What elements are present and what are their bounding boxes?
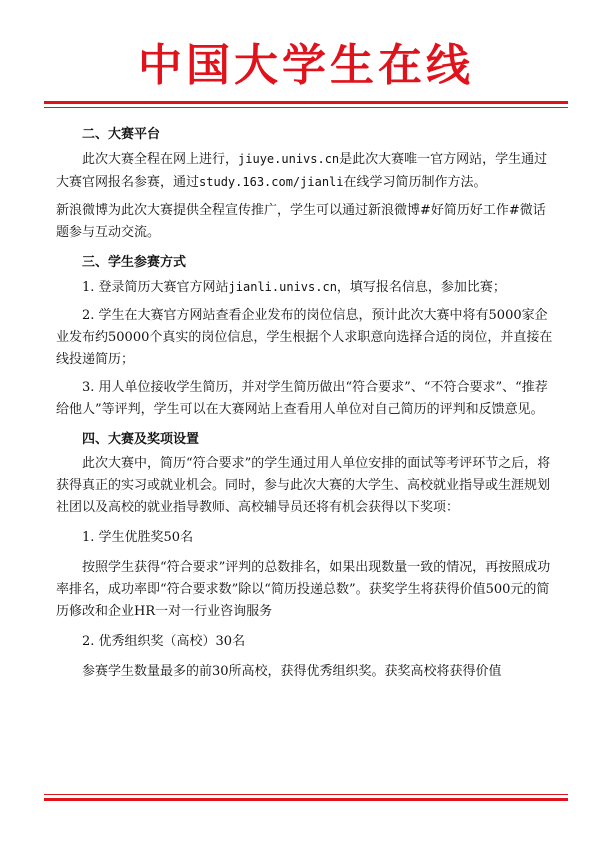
list-item-participation-2: 2. 学生在大赛官方网站查看企业发布的岗位信息，预计此次大赛中将有5000家企业发布约50000个真实的岗位信息，学生根据个人求职意向选择合适的岗位，并直接在线投递简历； (56, 308, 553, 367)
paragraph-platform-2: 新浪微博为此次大赛提供全程宣传推广，学生可以通过新浪微博#好简历好工作#微话题参与互动交流。 (56, 203, 546, 240)
paragraph-awards-intro: 此次大赛中，简历“符合要求”的学生通过用人单位安排的面试等考评环节之后，将获得真正的实习或就业机会。同时，参与此次大赛的大学生、高校就业指导或生涯规划社团以及高校的就业指导教师、高校辅导员还将有机会获得以下奖项： (56, 456, 551, 515)
list-item-participation-1: 1. 登录简历大赛官方网站jianli.univs.cn，填写报名信息，参加比赛； (82, 280, 506, 295)
award-heading-student: 1. 学生优胜奖50名 (82, 530, 194, 545)
link-study[interactable]: study.163.com/jianli (199, 175, 344, 189)
section-heading-participation: 三、学生参赛方式 (82, 255, 187, 270)
list-item-participation-3: 3. 用人单位接收学生简历，并对学生简历做出“符合要求”、“不符合要求”、“推荐给他人”等评判，学生可以在大赛网站上查看用人单位对自己简历的评判和反馈意见。 (56, 380, 548, 417)
header-rule-thick (44, 101, 568, 104)
link-jiuye[interactable]: jiuye.univs.cn (238, 152, 340, 166)
section-heading-awards: 四、大赛及奖项设置 (82, 432, 200, 447)
page-title: 中国大学生在线 (138, 40, 474, 91)
paragraph-award-organization: 参赛学生数量最多的前30所高校，获得优秀组织奖。获奖高校将获得价值 (82, 664, 502, 679)
footer-rule-thin (44, 794, 568, 795)
paragraph-platform-1: 此次大赛全程在网上进行，jiuye.univs.cn是此次大赛唯一官方网站，学生通过大赛官网报名参赛，通过study.163.com/jianli在线学习简历制作方法。 (56, 152, 548, 190)
document-body (56, 124, 556, 683)
section-heading-platform: 二、大赛平台 (82, 127, 161, 142)
footer-rule-thick (44, 798, 568, 801)
header-rule-thin (44, 107, 568, 108)
link-jianli[interactable]: jianli.univs.cn (228, 280, 337, 294)
paragraph-award-student: 按照学生获得“符合要求”评判的总数排名，如果出现数量一致的情况，再按照成功率排名，成功率即“符合要求数”除以“简历投递总数”。获奖学生将获得价值500元的简历修改和企业HR一对一行业咨询服务 (56, 560, 551, 619)
award-heading-organization: 2. 优秀组织奖（高校）30名 (82, 634, 246, 649)
